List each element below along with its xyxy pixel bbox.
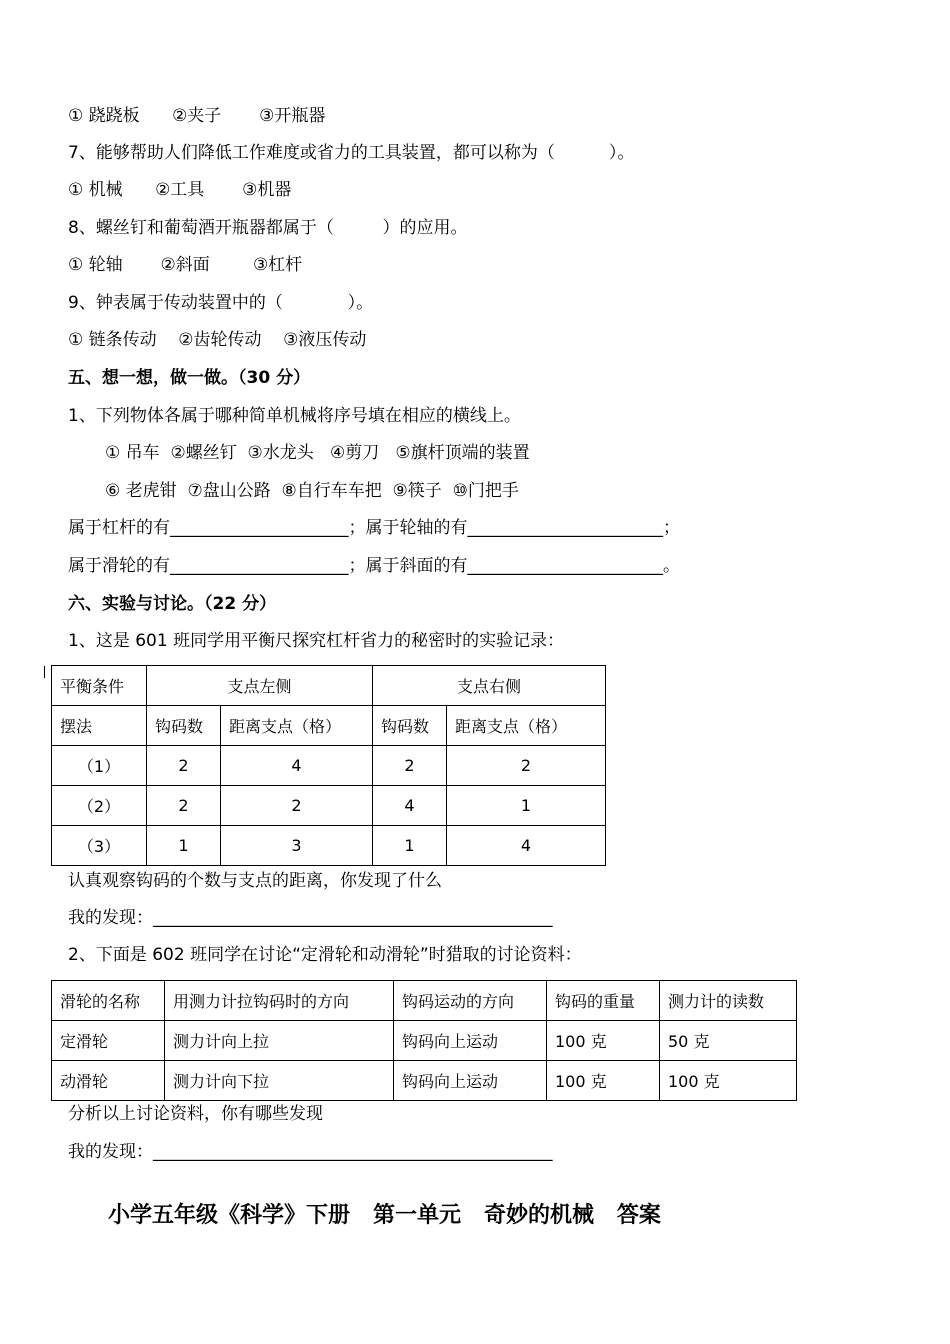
table-cell: 钩码向上运动	[394, 1061, 547, 1101]
section-6-heading: 六、实验与讨论。（22 分）	[68, 594, 277, 614]
options-q9: ① 链条传动 ②齿轮传动 ③液压传动	[68, 330, 367, 350]
table-header-cell: 测力计的读数	[660, 981, 797, 1021]
table-header-cell: 钩码运动的方向	[394, 981, 547, 1021]
table-cell: 4	[373, 786, 447, 826]
experiment-1-intro: 1、这是 601 班同学用平衡尺探究杠杆省力的秘密时的实验记录：	[68, 631, 565, 651]
table-cell: 100 克	[660, 1061, 797, 1101]
table-cell: （3）	[52, 826, 147, 866]
question-8: 8、螺丝钉和葡萄酒开瓶器都属于（ ）的应用。	[68, 218, 468, 238]
table-row	[52, 981, 797, 1021]
table-cell: 100 克	[547, 1061, 660, 1101]
fill-line-2: 属于滑轮的有_____________________；属于斜面的有_______________________。	[68, 556, 680, 576]
options-q8: ① 轮轴 ②斜面 ③杠杆	[68, 255, 303, 275]
table-header-cell: 滑轮的名称	[52, 981, 165, 1021]
table-header-cell: 摆法	[52, 706, 147, 746]
section-5-heading: 五、想一想，做一做。（30 分）	[68, 368, 311, 388]
table-cell: 2	[147, 786, 221, 826]
table-cell: 1	[147, 826, 221, 866]
table-cell: 定滑轮	[52, 1021, 165, 1061]
table-cell: 2	[373, 746, 447, 786]
table-row	[52, 746, 606, 786]
answer-section-title: 小学五年级《科学》下册 第一单元 奇妙的机械 答案	[108, 1203, 661, 1228]
table-cell: 2	[221, 786, 373, 826]
pulley-discussion-table	[51, 980, 797, 1101]
table-header-cell: 支点右侧	[373, 666, 606, 706]
question-9: 9、钟表属于传动装置中的（ ）。	[68, 293, 374, 313]
table-cell: 4	[221, 746, 373, 786]
table-row	[52, 706, 606, 746]
table-cell: 1	[447, 786, 606, 826]
table-header-cell: 距离支点（格）	[447, 706, 606, 746]
table-header-cell: 钩码的重量	[547, 981, 660, 1021]
table-cell: 测力计向下拉	[165, 1061, 394, 1101]
table-row	[52, 666, 606, 706]
table-cell: 测力计向上拉	[165, 1021, 394, 1061]
table-cell: 钩码向上运动	[394, 1021, 547, 1061]
table-header-cell: 距离支点（格）	[221, 706, 373, 746]
margin-mark	[44, 666, 45, 678]
table-cell: 1	[373, 826, 447, 866]
objects-list-2: ⑥ 老虎钳 ⑦盘山公路 ⑧自行车车把 ⑨筷子 ⑩门把手	[105, 481, 519, 501]
table-header-cell: 支点左侧	[147, 666, 373, 706]
table-cell: 50 克	[660, 1021, 797, 1061]
table-row	[52, 1021, 797, 1061]
observation-prompt-2: 分析以上讨论资料，你有哪些发现	[68, 1104, 323, 1124]
table-cell: 2	[147, 746, 221, 786]
options-q7: ① 机械 ②工具 ③机器	[68, 180, 292, 200]
objects-list-1: ① 吊车 ②螺丝钉 ③水龙头 ④剪刀 ⑤旗杆顶端的装置	[105, 443, 530, 463]
observation-prompt-1: 认真观察钩码的个数与支点的距离，你发现了什么	[68, 871, 442, 891]
section-5-question-1: 1、下列物体各属于哪种简单机械将序号填在相应的横线上。	[68, 406, 521, 426]
fill-line-1: 属于杠杆的有_____________________；属于轮轴的有_______________________；	[68, 518, 680, 538]
table-cell: （2）	[52, 786, 147, 826]
table-row	[52, 1061, 797, 1101]
table-header-cell: 钩码数	[373, 706, 447, 746]
lever-experiment-table	[51, 665, 606, 866]
table-header-cell: 钩码数	[147, 706, 221, 746]
table-row	[52, 826, 606, 866]
table-cell: （1）	[52, 746, 147, 786]
table-cell: 3	[221, 826, 373, 866]
my-finding-1: 我的发现：_______________________________________________	[68, 908, 553, 928]
experiment-2-intro: 2、下面是 602 班同学在讨论“定滑轮和动滑轮”时猎取的讨论资料：	[68, 945, 582, 965]
table-cell: 动滑轮	[52, 1061, 165, 1101]
table-cell: 2	[447, 746, 606, 786]
table-row	[52, 786, 606, 826]
table-cell: 4	[447, 826, 606, 866]
my-finding-2: 我的发现：_______________________________________________	[68, 1142, 553, 1162]
options-q6: ① 跷跷板 ②夹子 ③开瓶器	[68, 106, 326, 126]
question-7: 7、能够帮助人们降低工作难度或省力的工具装置，都可以称为（ ）。	[68, 143, 635, 163]
table-cell: 100 克	[547, 1021, 660, 1061]
table-header-cell: 用测力计拉钩码时的方向	[165, 981, 394, 1021]
table-header-cell: 平衡条件	[52, 666, 147, 706]
